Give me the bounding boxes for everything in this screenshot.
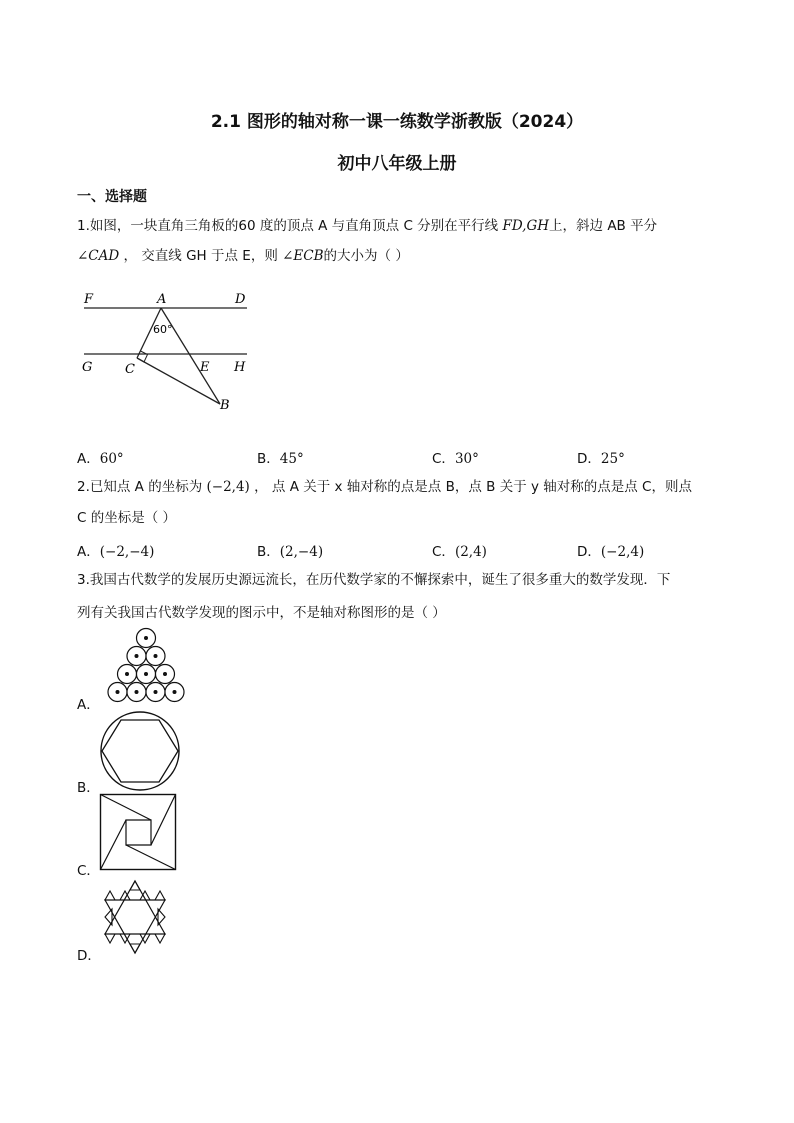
q1-text-c: ， 交直线 GH 于点 E，则: [119, 248, 283, 264]
circle-dot: [154, 690, 158, 694]
q1-option-a[interactable]: [77, 447, 124, 467]
q1-option-b[interactable]: [257, 447, 304, 467]
q2-option-a-value: (−2,−4): [99, 544, 155, 560]
label-C: C: [125, 362, 135, 377]
page-title: 2.1 图形的轴对称一课一练数学浙教版（2024）: [210, 112, 584, 132]
circle-dot: [135, 654, 139, 658]
q3-option-c[interactable]: C．: [77, 863, 100, 879]
q2-stem-line1: [77, 477, 692, 497]
circle-dot: [116, 690, 120, 694]
q1-option-d-value: 25°: [600, 451, 625, 467]
q2-option-d[interactable]: [577, 540, 644, 560]
circle-dot: [125, 672, 129, 676]
q1-option-a-value: 60°: [99, 451, 124, 467]
q2-option-c-value: (2,4): [454, 544, 487, 560]
q2-option-d-letter: D．: [577, 544, 601, 560]
q1-option-a-letter: A．: [77, 451, 100, 467]
circle-dot: [163, 672, 167, 676]
circle-dot: [154, 654, 158, 658]
q3-option-c-figure: [99, 793, 179, 873]
q1-stem-line1: [77, 216, 657, 236]
q2-stem-line2: C 的坐标是（ ）: [77, 510, 177, 526]
q1-option-c[interactable]: [432, 447, 479, 467]
q2-option-b-letter: B．: [257, 544, 280, 560]
q2-text-a: 2.已知点 A 的坐标为: [77, 479, 207, 495]
q3-option-b[interactable]: B．: [77, 780, 100, 796]
label-E: E: [200, 360, 210, 375]
q2-option-d-value: (−2,4): [600, 544, 645, 560]
q1-option-b-letter: B．: [257, 451, 280, 467]
q1-math-angle-cad: ∠CAD: [77, 248, 120, 264]
circle-dot: [144, 672, 148, 676]
q2-math-coord: (−2,4): [206, 479, 250, 495]
q2-option-c[interactable]: [432, 540, 487, 560]
label-H: H: [234, 360, 246, 375]
q2-option-b-value: (2,−4): [279, 544, 324, 560]
q3-option-d[interactable]: D．: [77, 948, 101, 964]
q1-option-d-letter: D．: [577, 451, 601, 467]
q2-option-b[interactable]: [257, 540, 323, 560]
q1-option-b-value: 45°: [279, 451, 304, 467]
q1-math-angle-ecb: ∠ECB: [282, 248, 324, 264]
q2-option-a-letter: A．: [77, 544, 100, 560]
q1-option-c-value: 30°: [454, 451, 479, 467]
label-B: B: [220, 398, 230, 413]
angle-label: 60°: [153, 323, 173, 336]
q1-option-c-letter: C．: [432, 451, 455, 467]
circle-dot: [135, 690, 139, 694]
q3-option-d-figure: [98, 877, 172, 957]
q1-stem-line2: [77, 246, 409, 266]
q2-option-c-letter: C．: [432, 544, 455, 560]
q3-stem-line2: 列有关我国古代数学发现的图示中，不是轴对称图形的是（ ）: [77, 605, 446, 621]
q2-text-b: ， 点 A 关于 x 轴对称的点是点 B，点 B 关于 y 轴对称的点是点 C，则点: [249, 479, 692, 495]
q3-stem-line1: 3.我国古代数学的发展历史源远流长，在历代数学家的不懈探索中，诞生了很多重大的数学发现．下: [77, 572, 671, 588]
circle-dot: [144, 636, 148, 640]
q1-text-b: 上，斜边 AB 平分: [549, 218, 658, 234]
q1-text-a: 1.如图，一块直角三角板的60 度的顶点 A 与直角顶点 C 分别在平行线: [77, 218, 503, 234]
label-F: F: [84, 292, 94, 307]
q2-option-a[interactable]: [77, 540, 154, 560]
q3-option-a[interactable]: A．: [77, 697, 100, 713]
q1-math-lines: FD,GH: [502, 218, 550, 234]
q1-geometry-figure: [77, 288, 257, 416]
section-heading: 一、选择题: [77, 189, 147, 205]
q1-text-d: 的大小为（ ）: [323, 248, 409, 264]
label-G: G: [82, 360, 93, 375]
label-A: A: [157, 292, 167, 307]
q3-option-a-figure: [100, 627, 192, 709]
q3-option-b-figure: [99, 710, 181, 792]
q1-option-d[interactable]: [577, 447, 625, 467]
page-subtitle: 初中八年级上册: [337, 154, 457, 174]
circle-dot: [173, 690, 177, 694]
label-D: D: [235, 292, 246, 307]
